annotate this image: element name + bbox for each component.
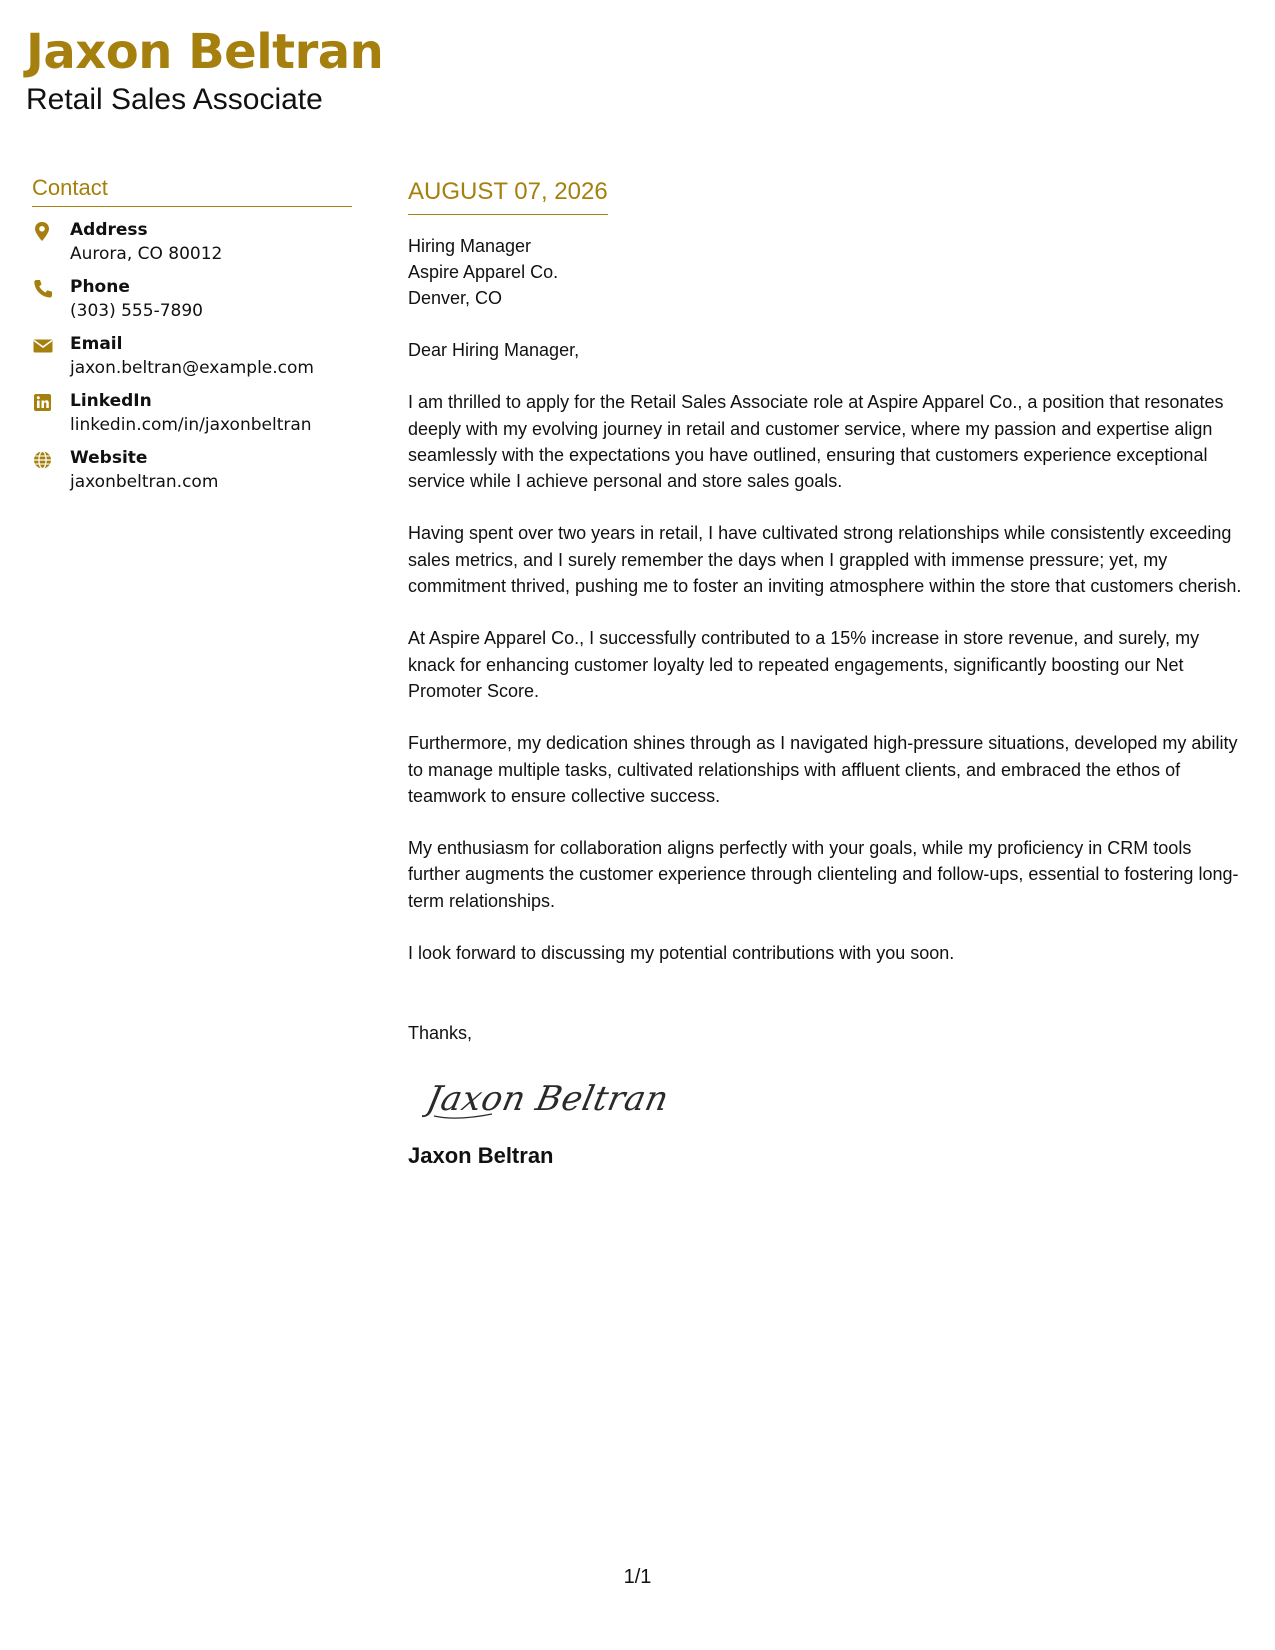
letter-paragraph: I am thrilled to apply for the Retail Sales Associate role at Aspire Apparel Co., a position that resonates deeply with my evolving journey in retail and customer service, where my passion and expertise align seamlessly with the expectations you have outlined, ensuring that customers experience exceptional service while I achieve personal and store sales goals. bbox=[408, 392, 1224, 492]
resume-header bbox=[26, 22, 383, 118]
recipient-line: Hiring Manager bbox=[408, 236, 532, 256]
letter-paragraph: Furthermore, my dedication shines through as I navigated high-pressure situations, developed my ability to manage multiple tasks, cultivated relationships with affluent clients, and embraced the ethos of teamwork to ensure collective success. bbox=[408, 733, 1238, 806]
letter-date: AUGUST 07, 2026 bbox=[408, 176, 608, 215]
contact-item-linkedin bbox=[32, 390, 352, 437]
contact-label: Phone bbox=[70, 277, 130, 297]
letter-paragraph: My enthusiasm for collaboration aligns perfectly with your goals, while my proficiency in CRM tools further augments the customer experience through clienteling and follow-ups, essential to fostering long-term relationships. bbox=[408, 838, 1239, 911]
contact-item-website bbox=[32, 447, 352, 494]
letter-paragraph: I look forward to discussing my potential contributions with you soon. bbox=[408, 943, 955, 964]
linkedin-icon bbox=[32, 390, 70, 414]
letter-paragraph: At Aspire Apparel Co., I successfully contributed to a 15% increase in store revenue, and surely, my knack for enhancing customer loyalty led to repeated engagements, significantly boosting our Net Promoter Score. bbox=[408, 628, 1200, 701]
closing: Thanks, bbox=[408, 1023, 473, 1044]
svg-text:Jaxon Beltran: Jaxon Beltran bbox=[423, 1079, 673, 1120]
letter-paragraph: Having spent over two years in retail, I have cultivated strong relationships while consistently exceeding sales metrics, and I surely remember the days when I grappled with immense pressure; yet, my commitment thrived, pushing me to foster an inviting atmosphere within the store that customers cherish. bbox=[408, 523, 1242, 597]
contact-item-address bbox=[32, 219, 352, 266]
website-value: jaxonbeltran.com bbox=[70, 472, 219, 492]
recipient-line: Aspire Apparel Co. bbox=[408, 262, 559, 282]
contact-sidebar bbox=[32, 174, 352, 504]
contact-label: LinkedIn bbox=[70, 391, 152, 411]
globe-icon bbox=[32, 447, 70, 471]
contact-item-email bbox=[32, 333, 352, 380]
salutation: Dear Hiring Manager, bbox=[408, 340, 580, 360]
envelope-icon bbox=[32, 333, 70, 357]
contact-label: Website bbox=[70, 448, 148, 468]
map-pin-icon bbox=[32, 219, 70, 243]
page-number: 1/1 bbox=[623, 1566, 652, 1588]
email-value: jaxon.beltran@example.com bbox=[70, 358, 314, 378]
recipient-block bbox=[408, 233, 1248, 311]
phone-icon bbox=[32, 276, 70, 300]
address-value: Aurora, CO 80012 bbox=[70, 244, 223, 264]
recipient-line: Denver, CO bbox=[408, 288, 503, 308]
contact-label: Address bbox=[70, 220, 148, 240]
linkedin-value: linkedin.com/in/jaxonbeltran bbox=[70, 415, 312, 435]
contact-heading: Contact bbox=[32, 174, 352, 207]
contact-item-phone bbox=[32, 276, 352, 323]
candidate-name: Jaxon Beltran bbox=[26, 24, 384, 80]
contact-label: Email bbox=[70, 334, 123, 354]
handwritten-signature bbox=[422, 1068, 682, 1128]
candidate-role: Retail Sales Associate bbox=[26, 83, 323, 116]
phone-value: (303) 555-7890 bbox=[70, 301, 203, 321]
letter-body bbox=[408, 176, 1248, 1170]
signer-name: Jaxon Beltran bbox=[408, 1143, 554, 1169]
